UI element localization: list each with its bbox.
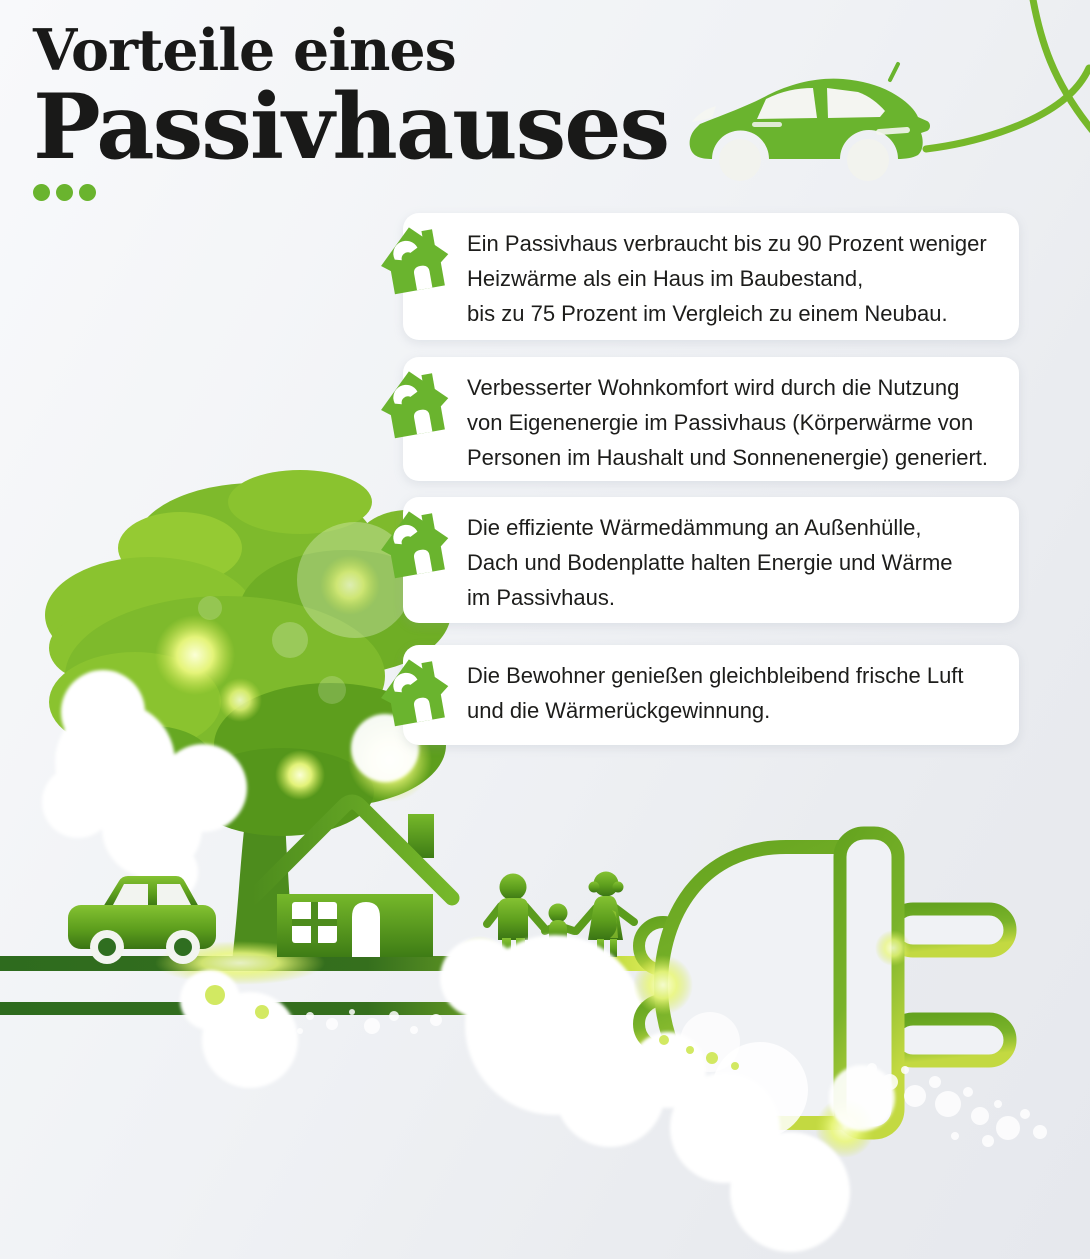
benefit-line: und die Wärmerückgewinnung. <box>467 698 771 723</box>
benefit-line: Die Bewohner genießen gleichbleibend frische Luft <box>467 663 964 688</box>
house-icon <box>376 221 454 299</box>
benefit-line: bis zu 75 Prozent im Vergleich zu einem Neubau. <box>467 301 948 326</box>
benefit-line: Heizwärme als ein Haus im Baubestand, <box>467 266 864 291</box>
benefit-line: von Eigenenergie im Passivhaus (Körperwärme von <box>467 410 974 435</box>
benefit-line: im Passivhaus. <box>467 585 615 610</box>
page-title <box>33 17 669 181</box>
title-line-2: Passivhauses <box>33 74 669 181</box>
benefit-line: Verbesserter Wohnkomfort wird durch die Nutzung <box>467 375 960 400</box>
dot <box>33 184 50 201</box>
benefit-text <box>467 510 999 615</box>
benefit-card <box>403 357 1019 481</box>
title-block <box>33 17 669 201</box>
benefit-line: Die effiziente Wärmedämmung an Außenhülle, <box>467 515 922 540</box>
title-line-1: Vorteile eines <box>33 17 456 84</box>
charging-cable-line <box>926 0 1090 149</box>
benefit-text <box>467 226 999 331</box>
dot <box>79 184 96 201</box>
benefit-text <box>467 658 999 728</box>
title-dots <box>33 184 668 201</box>
small-car-icon <box>68 876 216 964</box>
house-icon <box>376 653 454 731</box>
benefit-card <box>403 497 1019 623</box>
electric-car-icon <box>690 64 930 181</box>
benefit-line: Dach und Bodenplatte halten Energie und Wärme <box>467 550 953 575</box>
dot <box>56 184 73 201</box>
benefit-card <box>403 645 1019 745</box>
benefit-text <box>467 370 999 475</box>
benefit-line: Ein Passivhaus verbraucht bis zu 90 Prozent weniger <box>467 231 987 256</box>
house-icon <box>376 505 454 583</box>
house-icon <box>376 365 454 443</box>
door <box>352 902 380 957</box>
benefit-card <box>403 213 1019 340</box>
benefit-line: Personen im Haushalt und Sonnenenergie) generiert. <box>467 445 988 470</box>
